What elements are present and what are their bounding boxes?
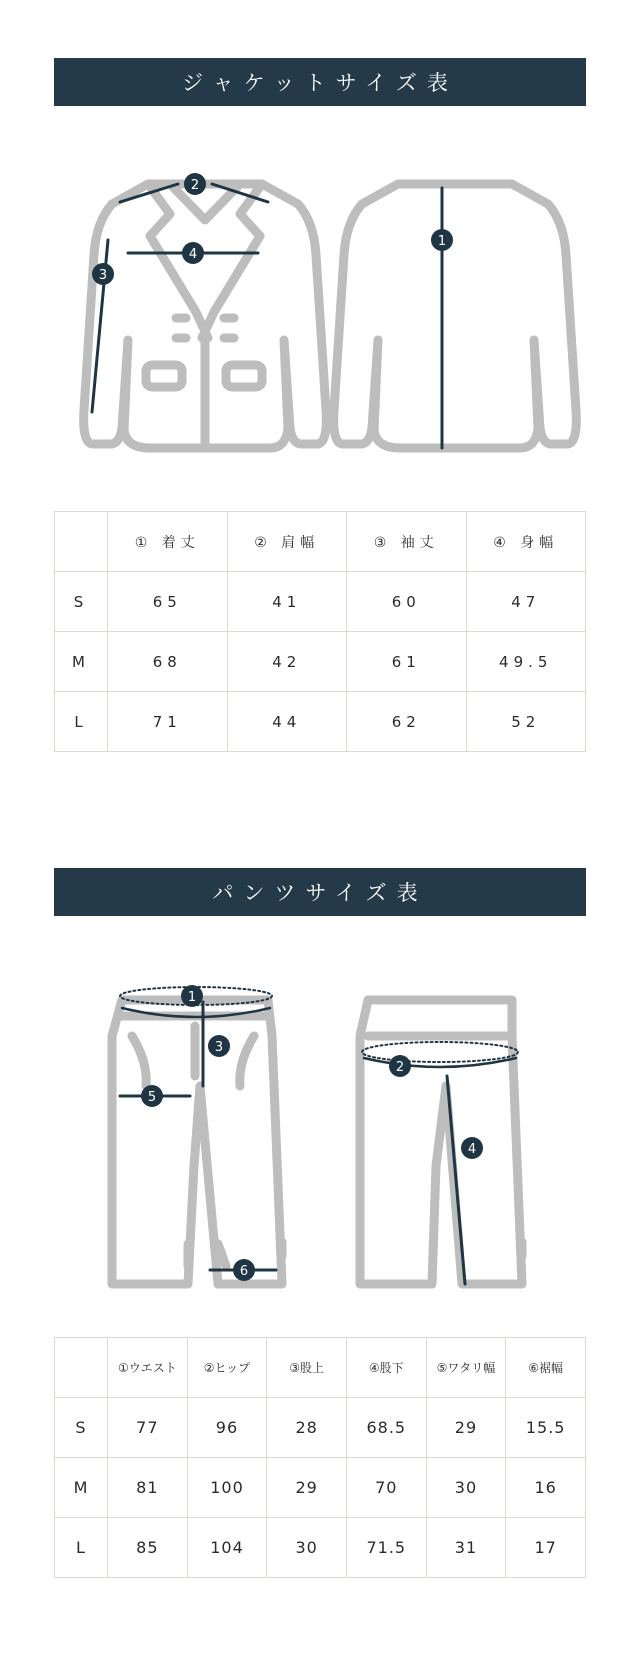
table-cell: 16	[506, 1458, 586, 1518]
jacket-size-table	[54, 511, 586, 752]
header-cell: ③股上	[267, 1338, 347, 1398]
header-cell: ③ 袖丈	[347, 512, 467, 572]
table-cell: 47	[466, 572, 586, 632]
header-cell: ①ウエスト	[108, 1338, 188, 1398]
table-cell: 30	[267, 1518, 347, 1578]
header-cell: ⑤ワタリ幅	[426, 1338, 506, 1398]
header-cell	[55, 512, 108, 572]
jacket-size-title	[54, 58, 586, 106]
table-row	[55, 632, 586, 692]
pants-size-table	[54, 1337, 586, 1578]
svg-text:4: 4	[467, 1142, 477, 1157]
svg-text:4: 4	[188, 247, 198, 262]
table-cell: 17	[506, 1518, 586, 1578]
table-row	[55, 572, 586, 632]
size-label: L	[55, 1518, 108, 1578]
header-cell: ④股下	[346, 1338, 426, 1398]
table-cell: 31	[426, 1518, 506, 1578]
table-header-row	[55, 512, 586, 572]
table-row	[55, 1398, 586, 1458]
table-cell: 71	[108, 692, 228, 752]
jacket-diagram	[0, 160, 640, 470]
table-cell: 30	[426, 1458, 506, 1518]
table-cell: 42	[227, 632, 347, 692]
table-cell: 81	[108, 1458, 188, 1518]
svg-text:2: 2	[395, 1060, 405, 1075]
table-cell: 61	[347, 632, 467, 692]
table-cell: 52	[466, 692, 586, 752]
table-row	[55, 1458, 586, 1518]
svg-text:1: 1	[437, 234, 447, 249]
jacket-front-collar	[172, 186, 238, 220]
size-label: M	[55, 632, 108, 692]
svg-text:3: 3	[214, 1040, 224, 1055]
table-cell: 65	[108, 572, 228, 632]
table-cell: 104	[187, 1518, 267, 1578]
table-cell: 28	[267, 1398, 347, 1458]
svg-text:6: 6	[239, 1264, 249, 1279]
table-cell: 70	[346, 1458, 426, 1518]
table-cell: 15.5	[506, 1398, 586, 1458]
pants-size-title	[54, 868, 586, 916]
jacket-pocket-right	[226, 365, 262, 387]
size-label: S	[55, 1398, 108, 1458]
svg-text:3: 3	[98, 268, 108, 283]
svg-text:1: 1	[187, 990, 197, 1005]
size-label: M	[55, 1458, 108, 1518]
pants-front-pocket-left	[132, 1036, 146, 1086]
table-cell: 77	[108, 1398, 188, 1458]
table-cell: 49.5	[466, 632, 586, 692]
header-cell: ② 肩幅	[227, 512, 347, 572]
table-cell: 85	[108, 1518, 188, 1578]
table-row	[55, 692, 586, 752]
table-cell: 29	[426, 1398, 506, 1458]
table-row	[55, 1518, 586, 1578]
table-cell: 60	[347, 572, 467, 632]
table-cell: 71.5	[346, 1518, 426, 1578]
table-cell: 29	[267, 1458, 347, 1518]
svg-text:5: 5	[147, 1090, 157, 1105]
table-cell: 62	[347, 692, 467, 752]
size-label: L	[55, 692, 108, 752]
pants-title-text: パンツサイズ表	[212, 881, 428, 905]
table-cell: 41	[227, 572, 347, 632]
jacket-title-text: ジャケットサイズ表	[182, 71, 458, 95]
jacket-pocket-left	[146, 365, 182, 387]
header-cell: ②ヒップ	[187, 1338, 267, 1398]
table-cell: 100	[187, 1458, 267, 1518]
jacket-back-outline	[334, 184, 577, 448]
pants-diagram	[0, 966, 640, 1296]
svg-text:2: 2	[190, 178, 200, 193]
pants-front-pocket-right	[240, 1036, 254, 1086]
size-label: S	[55, 572, 108, 632]
header-cell: ④ 身幅	[466, 512, 586, 572]
table-cell: 68.5	[346, 1398, 426, 1458]
table-cell: 44	[227, 692, 347, 752]
table-cell: 68	[108, 632, 228, 692]
header-cell	[55, 1338, 108, 1398]
header-cell: ⑥裾幅	[506, 1338, 586, 1398]
table-cell: 96	[187, 1398, 267, 1458]
header-cell: ① 着丈	[108, 512, 228, 572]
table-header-row	[55, 1338, 586, 1398]
